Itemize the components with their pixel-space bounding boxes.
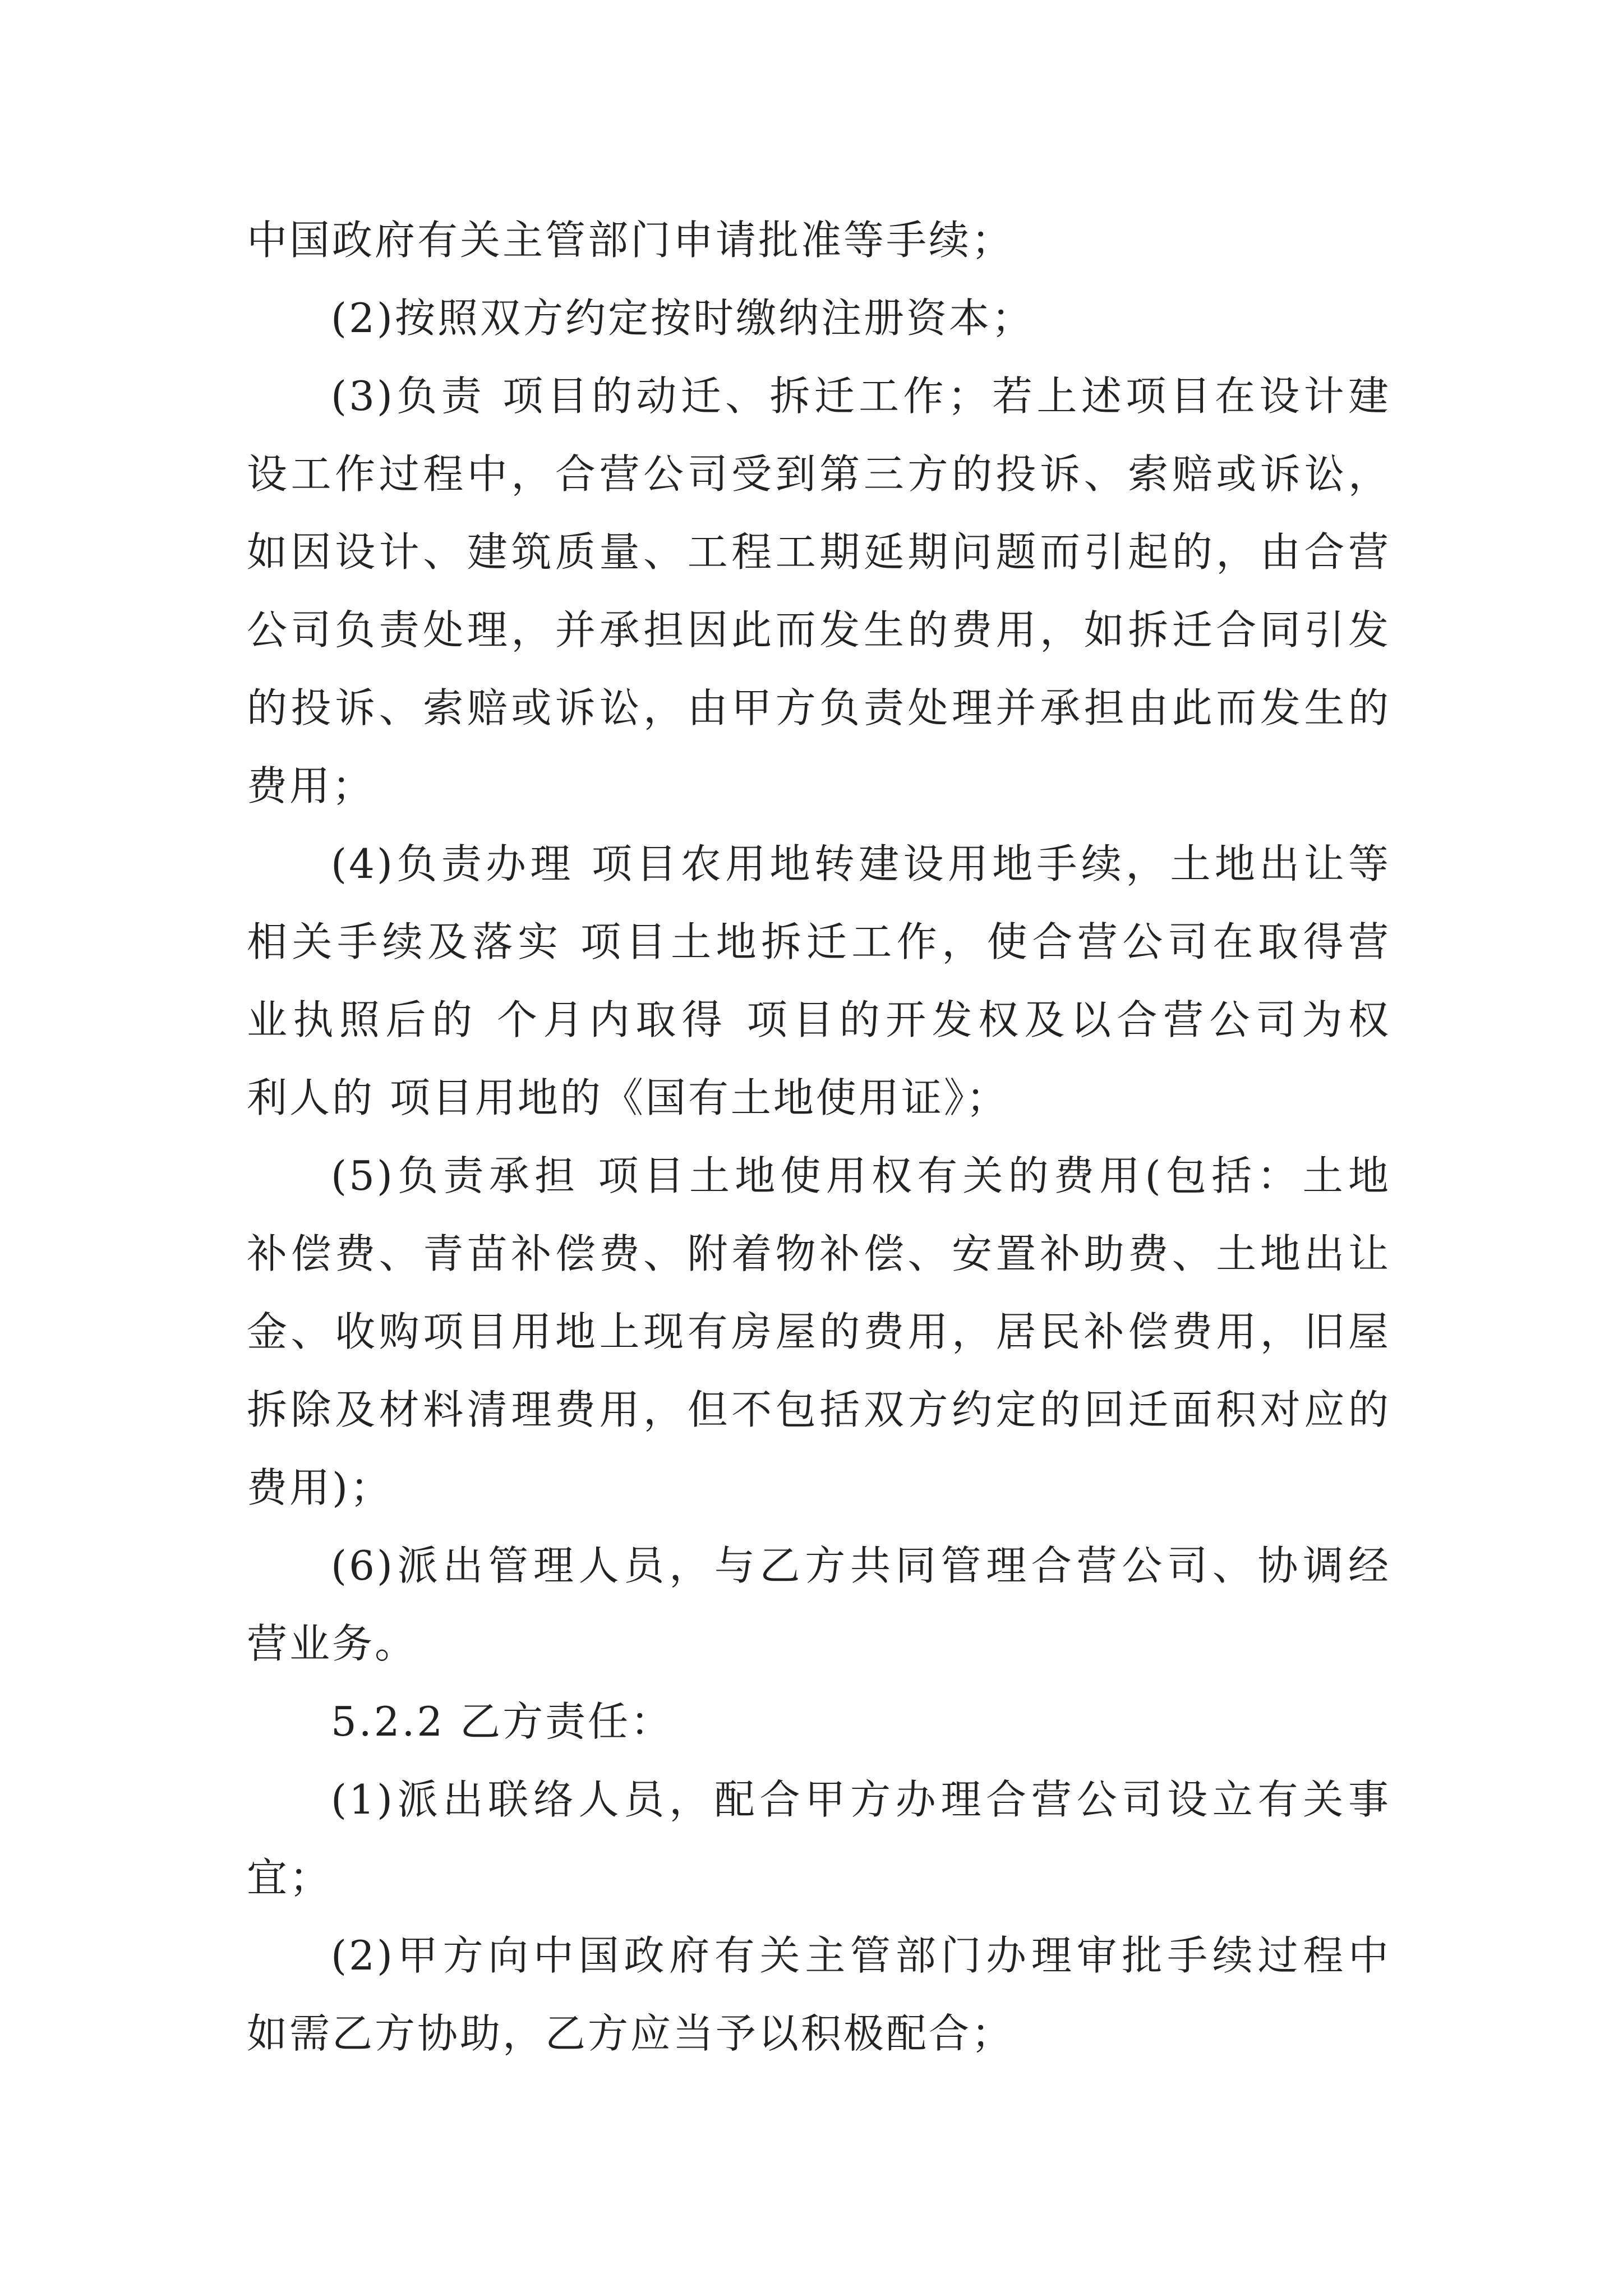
text-line: 业执照后的 个月内取得 项目的开发权及以合营公司为权 (247, 996, 1391, 1043)
text-line: 中国政府有关主管部门申请批准等手续； (247, 217, 1015, 264)
text-line: (2)甲方向中国政府有关主管部门办理审批手续过程中 (331, 1932, 1391, 1979)
text-line: 设工作过程中，合营公司受到第三方的投诉、索赔或诉讼， (247, 450, 1391, 498)
text-line: 相关手续及落实 项目土地拆迁工作，使合营公司在取得营 (247, 918, 1391, 965)
text-line: 如因设计、建筑质量、工程工期延期问题而引起的，由合营 (247, 528, 1391, 576)
text-line: (6)派出管理人员，与乙方共同管理合营公司、协调经 (331, 1542, 1391, 1589)
text-line: 费用； (247, 762, 375, 809)
text-line: 拆除及材料清理费用，但不包括双方约定的回迁面积对应的 (247, 1386, 1391, 1433)
text-line: 补偿费、青苗补偿费、附着物补偿、安置补助费、土地出让 (247, 1230, 1391, 1277)
text-line: 的投诉、索赔或诉讼，由甲方负责处理并承担由此而发生的 (247, 684, 1391, 731)
text-line: (5)负责承担 项目土地使用权有关的费用(包括：土地 (331, 1152, 1391, 1199)
text-line: (3)负责 项目的动迁、拆迁工作；若上述项目在设计建 (331, 372, 1391, 420)
text-line: 费用)； (247, 1464, 393, 1511)
text-line: 宜； (247, 1854, 333, 1901)
text-line: (2)按照双方约定按时缴纳注册资本； (331, 295, 1034, 342)
text-line: (1)派出联络人员，配合甲方办理合营公司设立有关事 (331, 1776, 1391, 1823)
text-line: (4)负责办理 项目农用地转建设用地手续，土地出让等 (331, 840, 1391, 887)
text-line: 如需乙方协助，乙方应当予以积极配合； (247, 2010, 1015, 2057)
text-line: 利人的 项目用地的《国有土地使用证》； (247, 1074, 1009, 1121)
section-heading: 5.2.2 乙方责任： (331, 1698, 674, 1745)
text-line: 公司负责处理，并承担因此而发生的费用，如拆迁合同引发 (247, 606, 1391, 654)
text-line: 金、收购项目用地上现有房屋的费用，居民补偿费用，旧屋 (247, 1308, 1391, 1355)
text-line: 营业务。 (247, 1620, 418, 1667)
